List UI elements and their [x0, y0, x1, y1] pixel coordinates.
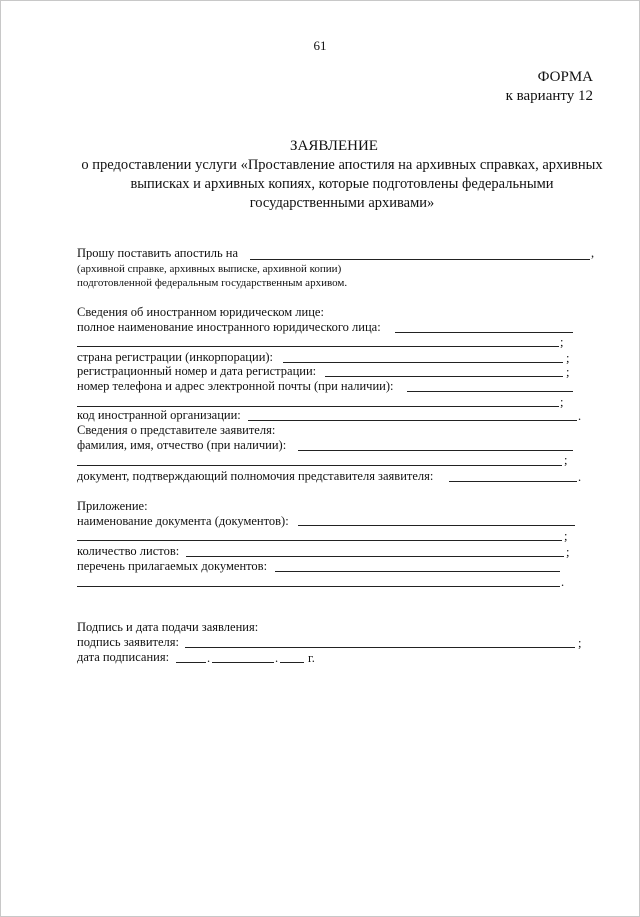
signature-label: подпись заявителя:	[77, 635, 179, 649]
org-code-label: код иностранной организации:	[77, 408, 241, 422]
date-day-field[interactable]	[176, 662, 206, 663]
attachment-heading: Приложение:	[77, 499, 148, 513]
foreign-full-name-field[interactable]	[395, 332, 573, 333]
form-variant: к варианту 12	[505, 88, 593, 104]
request-archive-line: подготовленной федеральным государственным архивом.	[77, 277, 348, 289]
reg-number-label: регистрационный номер и дата регистрации:	[77, 364, 317, 378]
semicolon: ;	[566, 365, 570, 379]
request-line: Прошу поставить апостиль на	[77, 246, 239, 260]
sheets-label: количество листов:	[77, 544, 180, 558]
semicolon: ;	[560, 335, 564, 349]
request-hint: (архивной справке, архивных выписке, архивной копии)	[77, 263, 342, 275]
semicolon: ;	[578, 636, 582, 650]
comma: ,	[591, 246, 595, 260]
period: .	[578, 409, 582, 423]
semicolon: ;	[560, 395, 564, 409]
doc-list-field-2[interactable]	[77, 586, 560, 587]
authority-document-field[interactable]	[449, 481, 577, 482]
foreign-full-name-field-2[interactable]	[77, 346, 559, 347]
authority-document-label: документ, подтверждающий полномочия представителя заявителя:	[77, 469, 434, 483]
page-number: 61	[313, 38, 327, 53]
date-month-field[interactable]	[212, 662, 274, 663]
contacts-field[interactable]	[407, 391, 573, 392]
foreign-heading: Сведения об иностранном юридическом лице:	[77, 305, 324, 319]
signature-heading: Подпись и дата подачи заявления:	[77, 620, 259, 634]
contacts-label: номер телефона и адрес электронной почты (при наличии):	[77, 379, 394, 393]
date-separator: .	[275, 651, 279, 665]
doc-list-label: перечень прилагаемых документов:	[77, 559, 268, 573]
fio-label: фамилия, имя, отчество (при наличии):	[77, 438, 287, 452]
country-field[interactable]	[283, 362, 563, 363]
fio-field-2[interactable]	[77, 465, 562, 466]
doc-list-field[interactable]	[275, 571, 560, 572]
doc-name-label: наименование документа (документов):	[77, 514, 289, 528]
year-suffix: г.	[308, 651, 315, 665]
doc-name-field-2[interactable]	[77, 540, 562, 541]
sign-date-label: дата подписания:	[77, 650, 170, 664]
form-label: ФОРМА	[537, 69, 593, 85]
foreign-full-name-label: полное наименование иностранного юридического лица:	[77, 320, 381, 334]
org-code-field[interactable]	[248, 420, 577, 421]
semicolon: ;	[566, 351, 570, 365]
reg-number-field[interactable]	[325, 376, 563, 377]
country-label: страна регистрации (инкорпорации):	[77, 350, 274, 364]
date-year-field[interactable]	[280, 662, 304, 663]
representative-heading: Сведения о представителе заявителя:	[77, 423, 276, 437]
sheets-field[interactable]	[186, 556, 564, 557]
semicolon: ;	[564, 529, 568, 543]
request-apostille-field[interactable]	[250, 259, 590, 260]
fio-field[interactable]	[298, 450, 573, 451]
period: .	[578, 470, 582, 484]
contacts-field-2[interactable]	[77, 406, 559, 407]
document-subtitle: о предоставлении услуги «Проставление апостиля на архивных справках, архивных выписках и архивных копиях, которые подготовлены федеральными государственными архивами»	[81, 157, 603, 211]
date-separator: .	[207, 651, 211, 665]
signature-field[interactable]	[185, 647, 575, 648]
period: .	[561, 575, 565, 589]
form-header	[506, 68, 593, 106]
doc-name-field[interactable]	[298, 525, 575, 526]
document-title: ЗАЯВЛЕНИЕ	[290, 138, 378, 154]
semicolon: ;	[566, 545, 570, 559]
semicolon: ;	[564, 453, 568, 467]
